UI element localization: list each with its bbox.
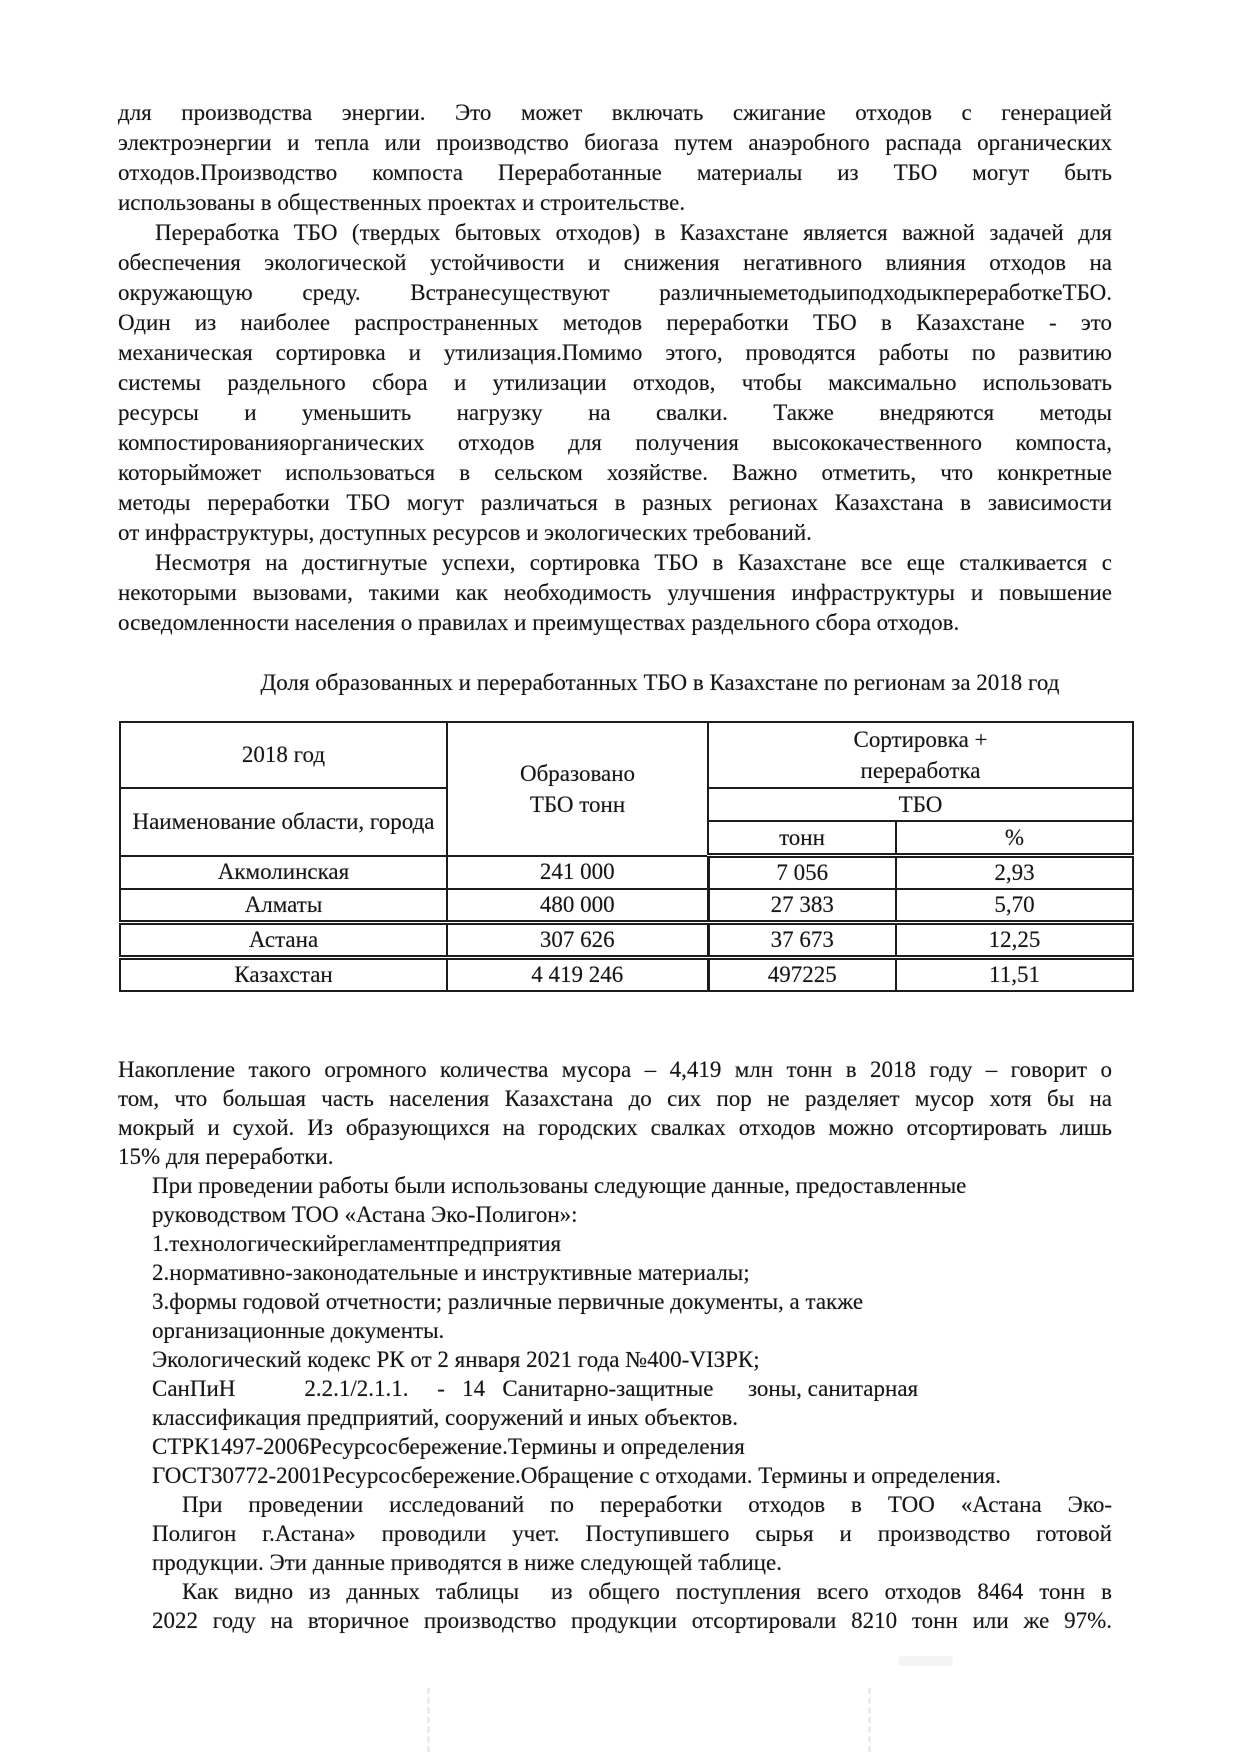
text-line: Накопление такого огромного количества мусора – 4,419 млн тонн в 2018 году – говорит о <box>118 1057 1112 1082</box>
text-line: от инфраструктуры, доступных ресурсов и экологических требований. <box>118 520 812 545</box>
percent-cell: 5,70 <box>896 889 1133 923</box>
text-line: механическая сортировка и утилизация.Помимо этого, проводятся работы по развитию <box>118 340 1112 365</box>
text-line: 2022 году на вторичное производство продукции отсортировали 8210 тонн или же 97%. <box>152 1608 1112 1633</box>
paragraph-sources-list <box>152 1171 1112 1490</box>
text-line: 1.технологическийрегламентпредприятия <box>152 1231 562 1256</box>
header-sorting-cell <box>708 722 1133 788</box>
header-percent-cell: % <box>896 821 1133 856</box>
document-content <box>118 98 1112 1635</box>
paragraph-conclusion <box>152 1577 1112 1635</box>
text-line: ресурсы и уменьшить нагрузку на свалки. Также внедряются методы <box>118 400 1112 425</box>
percent-cell: 11,51 <box>896 958 1133 992</box>
table-row-akmola <box>120 856 1133 890</box>
paragraph-energy-production <box>118 98 1112 218</box>
percent-cell: 12,25 <box>896 923 1133 958</box>
text-line: методы переработки ТБО могут различаться в разных регионах Казахстана в зависимости <box>118 490 1112 515</box>
text-line: 3.формы годовой отчетности; различные первичные документы, а также <box>152 1289 864 1314</box>
text-line: ГОСТ30772-2001Ресурсосбережение.Обращение с отходами. Термины и определения. <box>152 1463 1001 1488</box>
text-line: организационные документы. <box>152 1318 445 1343</box>
text-line: Несмотря на достигнутые успехи, сортировка ТБО в Казахстане все еще сталкивается с <box>155 550 1112 575</box>
text-line: том, что большая часть населения Казахстана до сих пор не разделяет мусор хотя бы на <box>118 1086 1112 1111</box>
text-line: мокрый и сухой. Из образующихся на городских свалках отходов можно отсортировать лишь <box>118 1115 1112 1140</box>
text-line: При проведении работы были использованы следующие данные, предоставленные <box>152 1173 967 1198</box>
generated-cell: 480 000 <box>447 889 708 923</box>
table-row-kazakhstan <box>120 958 1133 992</box>
header-generated-line1: Образовано <box>519 760 636 786</box>
lower-section <box>118 1055 1112 1635</box>
header-sorting-line1: Сортировка + <box>853 727 988 752</box>
text-line: Как видно из данных таблицы из общего поступления всего отходов 8464 тонн в <box>182 1579 1112 1604</box>
text-line: Полигон г.Астана» проводили учет. Поступившего сырья и производство готовой <box>152 1521 1112 1546</box>
header-sorting-line2: переработка <box>860 758 981 783</box>
scan-artifact <box>427 1688 430 1752</box>
generated-cell: 4 419 246 <box>447 958 708 992</box>
paragraph-tbo-recycling <box>118 218 1112 548</box>
indented-block <box>152 1171 1112 1635</box>
text-line: Один из наиболее распространенных методов переработки ТБО в Казахстане - это <box>118 310 1112 335</box>
text-line: руководством ТОО «Астана Эко-Полигон»: <box>152 1202 578 1227</box>
text-line: некоторыми вызовами, такими как необходимость улучшения инфраструктуры и повышение <box>118 580 1112 605</box>
table-title: Доля образованных и переработанных ТБО в Казахстане по регионам за 2018 год <box>260 670 1060 695</box>
scan-artifact <box>868 1688 871 1752</box>
text-line: продукции. Эти данные приводятся в ниже следующей таблице. <box>152 1550 782 1575</box>
table-header-row-1 <box>120 722 1133 788</box>
header-tbo-cell: ТБО <box>708 788 1133 821</box>
text-line: 15% для переработки. <box>118 1144 334 1169</box>
text-line: классификация предприятий, сооружений и иных объектов. <box>152 1405 738 1430</box>
text-line: компостированияорганических отходов для получения высококачественного компоста, <box>118 430 1112 455</box>
scan-artifact <box>898 1656 953 1666</box>
table-row-astana <box>120 923 1133 958</box>
text-line: использованы в общественных проектах и строительстве. <box>118 190 686 215</box>
text-line: обеспечения экологической устойчивости и снижения негативного влияния отходов на <box>118 250 1112 275</box>
header-generated-cell <box>447 722 708 856</box>
text-line: При проведении исследований по переработки отходов в ТОО «Астана Эко- <box>182 1492 1112 1517</box>
text-line: 2.нормативно-законодательные и инструктивные материалы; <box>152 1260 750 1285</box>
region-cell: Акмолинская <box>120 856 447 890</box>
tons-cell: 497225 <box>708 958 896 992</box>
text-line: отходов.Производство компоста Переработанные материалы из ТБО могут быть <box>118 160 1112 185</box>
text-line: Экологический кодекс РК от 2 января 2021 года №400-VIЗРК; <box>152 1347 760 1372</box>
text-line: Переработка ТБО (твердых бытовых отходов) в Казахстане является важной задачей для <box>155 220 1112 245</box>
region-cell: Алматы <box>120 889 447 923</box>
tons-cell: 37 673 <box>708 923 896 958</box>
tons-cell: 27 383 <box>708 889 896 923</box>
table-row-almaty <box>120 889 1133 923</box>
generated-cell: 241 000 <box>447 856 708 890</box>
header-region-label-cell: Наименование области, города <box>120 788 447 856</box>
text-line: электроэнергии и тепла или производство биогаза путем анаэробного распада органических <box>118 130 1112 155</box>
paragraph-research <box>152 1490 1112 1577</box>
header-generated-line2: ТБО тонн <box>529 791 626 817</box>
region-cell: Астана <box>120 923 447 958</box>
text-line: осведомленности населения о правилах и преимуществах раздельного сбора отходов. <box>118 610 960 635</box>
header-year-cell: 2018 год <box>120 722 447 788</box>
tons-cell: 7 056 <box>708 856 896 890</box>
text-line: СТРК1497-2006Ресурсосбережение.Термины и определения <box>152 1434 745 1459</box>
paragraph-accumulation <box>118 1055 1112 1171</box>
text-line: окружающую среду. Встранесуществуют различныеметодыиподходыкпереработкеТБО. <box>118 280 1112 305</box>
generated-cell: 307 626 <box>447 923 708 958</box>
text-line: системы раздельного сбора и утилизации отходов, чтобы максимально использовать <box>118 370 1112 395</box>
paragraph-challenges <box>118 548 1112 638</box>
tbo-regions-table <box>119 721 1134 992</box>
text-line: для производства энергии. Это может включать сжигание отходов с генерацией <box>118 100 1112 125</box>
header-tons-cell: тонн <box>708 821 896 856</box>
text-line: которыйможет использоваться в сельском хозяйстве. Важно отметить, что конкретные <box>118 460 1112 485</box>
region-cell: Казахстан <box>120 958 447 992</box>
text-line: СанПиН 2.2.1/2.1.1. - 14 Санитарно-защитные зоны, санитарная <box>152 1376 919 1401</box>
percent-cell: 2,93 <box>896 856 1133 890</box>
